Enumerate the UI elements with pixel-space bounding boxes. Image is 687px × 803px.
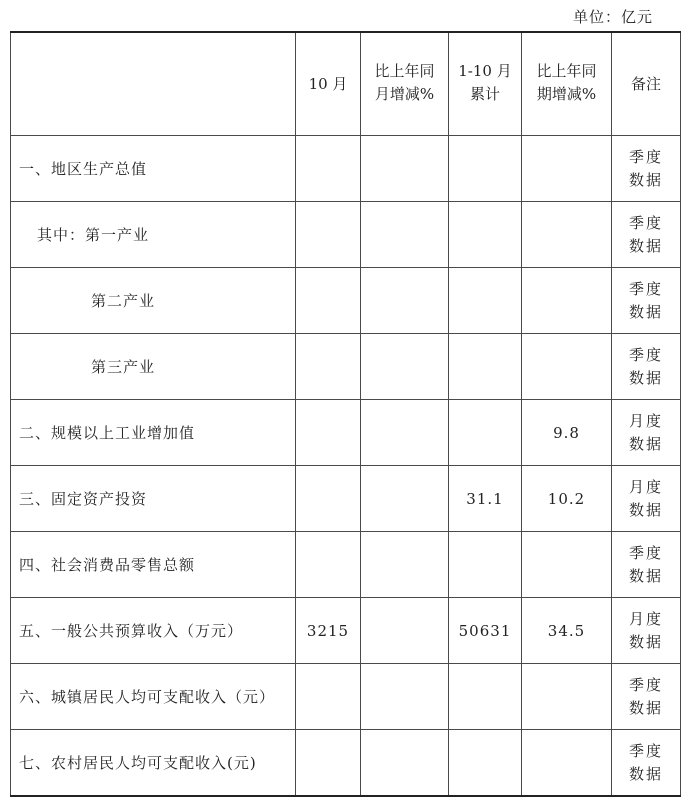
- row-label: 二、规模以上工业增加值: [11, 400, 296, 466]
- unit-label: 单位：亿元: [572, 8, 653, 26]
- row-note: [612, 664, 681, 730]
- oct-yoy-value: [361, 268, 449, 334]
- table-row: [11, 730, 681, 797]
- row-label: 第三产业: [11, 334, 296, 400]
- oct-yoy-value: [361, 664, 449, 730]
- row-note-text: 月度数据: [629, 411, 664, 453]
- row-note: [612, 136, 681, 202]
- row-note-text: 月度数据: [629, 609, 664, 651]
- row-label: 一、地区生产总值: [11, 136, 296, 202]
- row-note-text: 季度数据: [629, 543, 664, 585]
- ytd-value: 50631: [449, 598, 522, 664]
- oct-yoy-value: [361, 730, 449, 797]
- table-row: [11, 136, 681, 202]
- header-ytd: [449, 32, 522, 136]
- header-ytd-yoy-text: 比上年同期增减%: [536, 62, 597, 103]
- ytd-value: 31.1: [449, 466, 522, 532]
- ytd-value: [449, 664, 522, 730]
- ytd-yoy-value: [522, 730, 612, 797]
- table-row: [11, 268, 681, 334]
- row-label: 四、社会消费品零售总额: [11, 532, 296, 598]
- ytd-value: [449, 400, 522, 466]
- header-ytd-yoy: [522, 32, 612, 136]
- row-note: [612, 400, 681, 466]
- oct-yoy-value: [361, 400, 449, 466]
- oct-yoy-value: [361, 466, 449, 532]
- ytd-yoy-value: [522, 136, 612, 202]
- table-row: [11, 532, 681, 598]
- ytd-yoy-value: 9.8: [522, 400, 612, 466]
- row-label: 五、一般公共预算收入（万元）: [11, 598, 296, 664]
- row-label: 七、农村居民人均可支配收入(元): [11, 730, 296, 797]
- ytd-yoy-value: [522, 532, 612, 598]
- row-label: 其中：第一产业: [11, 202, 296, 268]
- row-note: [612, 532, 681, 598]
- table-row: [11, 202, 681, 268]
- oct-yoy-value: [361, 334, 449, 400]
- header-blank-cell: [11, 32, 296, 136]
- row-label: 第二产业: [11, 268, 296, 334]
- row-note-text: 季度数据: [629, 741, 664, 783]
- ytd-yoy-value: [522, 202, 612, 268]
- row-note-text: 季度数据: [629, 279, 664, 321]
- row-note: [612, 730, 681, 797]
- ytd-yoy-value: 10.2: [522, 466, 612, 532]
- ytd-value: [449, 136, 522, 202]
- ytd-value: [449, 532, 522, 598]
- row-note: [612, 202, 681, 268]
- row-note: [612, 334, 681, 400]
- table-row: [11, 664, 681, 730]
- ytd-yoy-value: [522, 268, 612, 334]
- row-note: [612, 466, 681, 532]
- ytd-value: [449, 334, 522, 400]
- table-row: [11, 598, 681, 664]
- row-note: [612, 598, 681, 664]
- ytd-yoy-value: [522, 334, 612, 400]
- oct-value: [296, 202, 361, 268]
- oct-value: [296, 400, 361, 466]
- oct-value: [296, 136, 361, 202]
- row-note-text: 季度数据: [629, 675, 664, 717]
- table-row: [11, 466, 681, 532]
- oct-yoy-value: [361, 136, 449, 202]
- header-oct: 10 月: [296, 32, 361, 136]
- oct-yoy-value: [361, 598, 449, 664]
- row-note-text: 季度数据: [629, 213, 664, 255]
- table-row: [11, 400, 681, 466]
- header-oct-yoy: [361, 32, 449, 136]
- header-row: [11, 32, 681, 136]
- oct-value: [296, 466, 361, 532]
- ytd-value: [449, 202, 522, 268]
- statistics-table: [10, 31, 681, 797]
- row-note-text: 季度数据: [629, 345, 664, 387]
- header-ytd-text: 1-10 月累计: [458, 62, 512, 103]
- oct-yoy-value: [361, 532, 449, 598]
- oct-value: [296, 664, 361, 730]
- table-row: [11, 334, 681, 400]
- header-oct-yoy-text: 比上年同月增减%: [374, 62, 435, 103]
- ytd-yoy-value: 34.5: [522, 598, 612, 664]
- oct-yoy-value: [361, 202, 449, 268]
- ytd-value: [449, 730, 522, 797]
- row-label: 三、固定资产投资: [11, 466, 296, 532]
- ytd-value: [449, 268, 522, 334]
- oct-value: [296, 532, 361, 598]
- row-note-text: 季度数据: [629, 147, 664, 189]
- oct-value: [296, 268, 361, 334]
- row-note: [612, 268, 681, 334]
- oct-value: 3215: [296, 598, 361, 664]
- row-note-text: 月度数据: [629, 477, 664, 519]
- oct-value: [296, 334, 361, 400]
- row-label: 六、城镇居民人均可支配收入（元）: [11, 664, 296, 730]
- header-note: 备注: [612, 32, 681, 136]
- oct-value: [296, 730, 361, 797]
- ytd-yoy-value: [522, 664, 612, 730]
